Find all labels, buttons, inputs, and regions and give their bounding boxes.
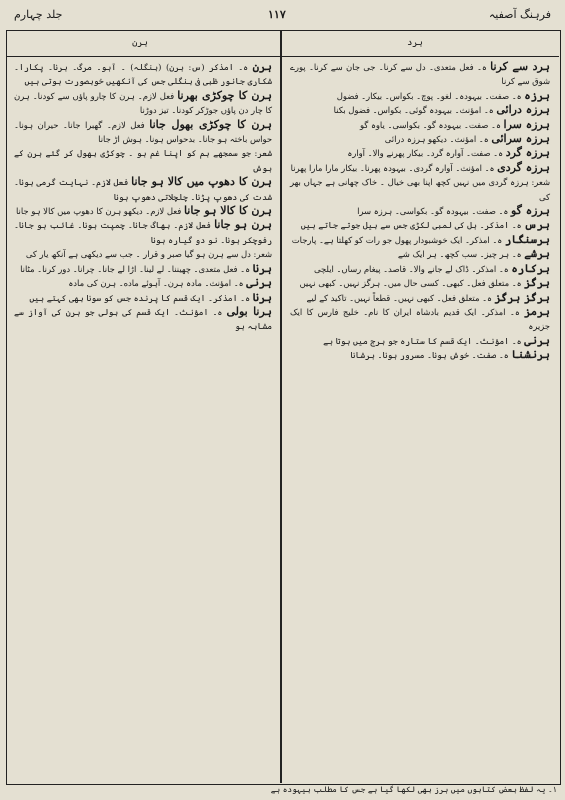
entry-definition: ہ۔ امذکر (س: ہرن) (بنگلہ) ۔ آہو۔ مرگ۔ ہرنا۔ پکارا۔ شکاری جانور ظبی فی بنگلی جس کی آنکھیں خوبصورت ہوتی ہیں [14, 62, 272, 87]
entry-headword: ہرن کا چوکڑی بھرنا [177, 88, 272, 102]
entry-definition: ہ۔ صفت۔ بیہودہ۔ لغو۔ پوچ۔ بکواس۔ بیکار۔ فضول [336, 90, 522, 101]
dictionary-entry [14, 247, 272, 261]
dictionary-entry [290, 262, 550, 276]
right-title-rule [282, 56, 559, 57]
dictionary-entry [290, 204, 550, 218]
dictionary-entry [290, 233, 550, 247]
entry-definition: ہ۔ امؤنث۔ دیکھو ہرزہ درائی [384, 134, 489, 145]
left-column [8, 60, 278, 780]
entry-definition: فعل لازم۔ بھاگ جانا۔ چمپت ہونا۔ غائب ہو جانا۔ رفوچکر ہونا۔ نو دو گیارہ ہونا [14, 220, 272, 245]
entry-headword: ہرس [524, 218, 550, 232]
entry-headword: ہرن کا دھوپ میں کالا ہو جانا [131, 175, 272, 189]
dictionary-entry [290, 334, 550, 348]
page-header [0, 6, 565, 28]
entry-headword: ہرکارہ [511, 261, 550, 275]
entry-headword: ہرن ہو جانا [214, 218, 272, 232]
left-title-rule [6, 56, 280, 57]
dictionary-entry [290, 276, 550, 290]
entry-definition: ہ۔ امؤنث۔ ایک قسم کی بولی جو ہرن کی آواز سے مشابہ ہو [14, 306, 272, 332]
entry-definition: ہ۔ ہر چیز۔ سب کچھ۔ ہر ایک شے [397, 249, 522, 260]
dictionary-entry [290, 103, 550, 117]
dictionary-entry [290, 132, 550, 146]
dictionary-entry [290, 118, 550, 132]
entry-definition: ہ۔ امذکر۔ ایک قسم کا پرندہ جس کو سونا بھی کہتے ہیں [29, 292, 250, 303]
entry-headword: ہرن [252, 60, 272, 73]
entry-definition: ہ۔ متعلق فعل۔ کبھی۔ کسی حال میں۔ ہرگز نہیں۔ کبھی نہیں [299, 278, 522, 289]
entry-definition: ہ۔ فعل متعدی۔ دل سے کرنا۔ جی جان سے کرنا۔ پورے شوق سے کرنا [290, 62, 550, 87]
dictionary-entry [290, 60, 550, 89]
left-column-title: ہرن [132, 38, 148, 48]
dictionary-entry [290, 89, 550, 103]
entry-headword: ہرمز [524, 304, 550, 318]
entry-definition: شعر: دل سے ہرن ہو گیا صبر و قرار ۔ جب سے دیکھی ہے آنکھ یار کی [25, 249, 272, 260]
entry-headword: ہرزہ سرا [503, 117, 550, 131]
dictionary-entry [14, 291, 272, 305]
entry-headword: ہرشے [524, 247, 550, 261]
entry-definition: ہ۔ صفت۔ آوارہ گرد۔ بیکار پھرنے والا۔ آوارہ [347, 148, 504, 159]
entry-headword: ہرد سے کرنا [490, 60, 550, 73]
entry-headword: ہرسنگار [504, 232, 550, 246]
dictionary-entry [290, 218, 550, 232]
entry-definition: ہ۔ متعلق فعل۔ کبھی نہیں۔ قطعاً نہیں۔ تاکید کے لیے [306, 292, 492, 303]
entry-definition: ہ۔ صفت۔ بیہودہ گو۔ بکواسی۔ یاوہ گو [359, 119, 501, 130]
dictionary-entry [14, 118, 272, 147]
dictionary-entry [290, 291, 550, 305]
page-number: ۱۱۷ [268, 8, 286, 21]
entry-headword: ہرزہ [524, 88, 550, 102]
entry-headword: ہرزہ گو [510, 204, 550, 218]
entry-definition: ہ۔ امذکر۔ ہل کی لمبی لکڑی جس سے بیل جوتے جاتے ہیں [300, 220, 522, 231]
entry-headword: ہرن کا کالا ہو جانا [183, 204, 272, 218]
entry-headword: ہرزہ درائی [496, 103, 550, 117]
entry-headword: ہرزہ گرد [505, 146, 550, 160]
entry-definition: ہ۔ امؤنث۔ ایک قسم کا ستارہ جو برج میں ہوتا ہے [323, 335, 522, 346]
entry-definition: ہ۔ امؤنث۔ مادہ ہرن۔ آہوئے ماده۔ ہرن کی مادہ [68, 278, 244, 289]
entry-definition: فعل لازم۔ ہرن کا چارو پاؤں سے کودنا۔ ہرن کا چار دن پاؤں جوڑکر کودنا۔ تیز دوڑنا [14, 90, 272, 116]
dictionary-entry [14, 60, 272, 89]
footnote: ۱۔ یہ لفظ بعض کتابوں میں ہرز بھی لکھا گیا ہے جس کا مطلب بیہودہ ہے [270, 785, 557, 794]
header-book-title: فرہنگ آصفیہ [488, 8, 551, 21]
header-volume: جلد چہارم [14, 8, 63, 21]
entry-definition: شعر: جو سمجھے ہم کو اپنا غم ہو ۔ چوکڑی بھول کر گئے ہرن کے ہوش [14, 148, 272, 173]
dictionary-entry [14, 262, 272, 276]
entry-definition: ہ۔ امؤنث۔ آوارہ گردی۔ بیہودہ پھرنا۔ بیکار مارا مارا پھرنا [290, 162, 495, 173]
entry-definition: ہ۔ امؤنث۔ بیہودہ گوئی۔ بکواس۔ فضول بکنا [333, 105, 494, 116]
entry-headword: ہرنا بولی [226, 304, 272, 318]
dictionary-entry [14, 175, 272, 204]
entry-headword: ہرزہ سرائی [491, 132, 550, 146]
dictionary-entry [14, 204, 272, 218]
dictionary-entry [290, 348, 550, 362]
entry-definition: فعل لازم۔ دیکھو ہرن کا دھوپ میں کالا ہو جانا [16, 206, 182, 217]
entry-definition: ہ۔ امذکر۔ ایک قدیم بادشاہ ایران کا نام۔ خلیج فارس کا ایک جزیرہ [290, 306, 550, 332]
dictionary-entry [290, 161, 550, 175]
entry-headword: ہرگز ہرگز [494, 290, 550, 304]
dictionary-entry [14, 305, 272, 334]
entry-headword: ہرگز [524, 276, 550, 290]
entry-definition: فعل لازم۔ نہایت گرمی ہونا۔ شدت کی دھوپ پڑنا۔ چلچلاتی دھوپ ہونا [14, 177, 272, 202]
entry-definition: ہ۔ امذکر۔ ایک خوشبودار پھول جو رات کو کھلتا ہے۔ پارجات [291, 234, 503, 245]
entry-headword: ہرن کا چوکڑی بھول جانا [149, 117, 272, 131]
dictionary-entry [14, 89, 272, 118]
dictionary-entry [290, 305, 550, 334]
dictionary-entry [290, 175, 550, 204]
entry-headword: ہرنا [252, 290, 272, 304]
entry-definition: ہ۔ صفت۔ خوش ہونا۔ مسرور ہونا۔ ہرشانا [350, 350, 509, 361]
entry-headword: ہرزہ گردی [497, 160, 550, 174]
entry-headword: ہرنی [246, 276, 272, 290]
dictionary-entry [14, 276, 272, 290]
entry-headword: ہرنشنا [511, 348, 550, 362]
entry-headword: ہرنا [252, 261, 272, 275]
entry-definition: فعل لازم۔ گھبرا جانا۔ حیران ہونا۔ حواس باختہ ہو جانا۔ بدحواس ہونا۔ ہوش اڑ جانا [14, 119, 272, 145]
column-divider [280, 30, 282, 783]
right-column [284, 60, 556, 780]
dictionary-entry [14, 218, 272, 247]
dictionary-entry [290, 247, 550, 261]
right-column-title: ہرد [407, 38, 423, 48]
entry-definition: ہ۔ فعل متعدی۔ چھیننا۔ لے لینا۔ اڑا لے جانا۔ چرانا۔ دور کرنا۔ مٹانا [20, 263, 250, 274]
entry-headword: ہرنی [524, 333, 550, 347]
entry-definition: ہ۔ صفت۔ بیہودہ گو۔ بکواسی۔ ہرزہ سرا [357, 206, 509, 217]
entry-definition: شعر: ہرزہ گردی میں نہیں کچھ اپنا بھی خیال ۔ خاک چھانی ہے جہاں بھر کی [290, 177, 550, 202]
entry-definition: ہ۔ امذکر۔ ڈاک لے جانے والا۔ قاصد۔ پیغام رساں۔ ایلچی [314, 263, 509, 274]
dictionary-entry [14, 146, 272, 175]
dictionary-entry [290, 146, 550, 160]
